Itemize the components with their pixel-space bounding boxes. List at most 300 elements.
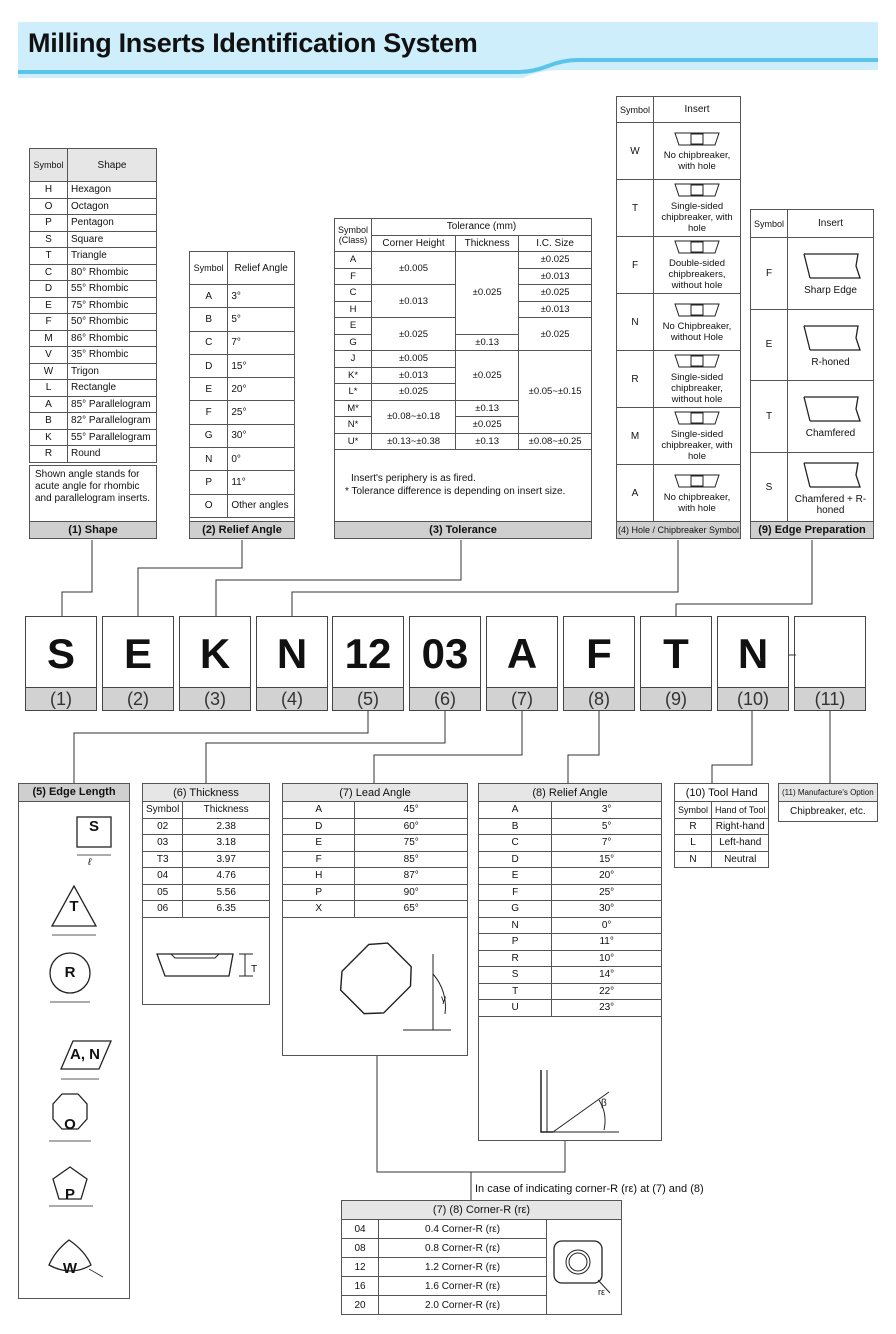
shape-label-an: A, N xyxy=(70,1046,100,1063)
code-letter: 03 xyxy=(421,630,469,677)
code-box xyxy=(794,616,866,711)
table-row xyxy=(479,835,662,852)
table-row xyxy=(283,802,468,819)
code-box xyxy=(640,616,712,711)
relief-caption: (2) Relief Angle xyxy=(190,521,294,538)
lead-angle-value: 90° xyxy=(355,884,468,901)
thickness-symbol: T3 xyxy=(143,851,183,868)
tool-hand-symbol: R xyxy=(675,818,712,835)
tol-ic: ±0.025 xyxy=(519,285,592,302)
shape-value: 55° Parallelogram xyxy=(68,429,157,446)
shape-symbol: K xyxy=(30,429,68,446)
code-letter: F xyxy=(586,630,612,677)
tol-thick: ±0.13 xyxy=(456,334,519,351)
relief-symbol: P xyxy=(190,471,228,494)
ep-head-insert: Insert xyxy=(788,210,874,238)
table-row xyxy=(190,354,295,377)
shape-label-t: T xyxy=(69,898,79,915)
shape-head-symbol: Symbol xyxy=(30,149,68,182)
relief-value: 25° xyxy=(228,401,295,424)
lead-angle-panel xyxy=(282,783,468,1056)
tol-ic: ±0.05~±0.15 xyxy=(519,351,592,434)
shape-value: 55° Rhombic xyxy=(68,281,157,298)
thickness-value: 3.18 xyxy=(183,835,270,852)
relief8-value: 30° xyxy=(552,901,662,918)
hole-symbol: N xyxy=(617,294,654,351)
tool-hand-value: Right-hand xyxy=(712,818,769,835)
code-number: (10) xyxy=(718,687,788,710)
shape-table xyxy=(29,148,157,463)
relief-value: 15° xyxy=(228,354,295,377)
tolerance-table xyxy=(334,218,592,450)
table-row xyxy=(190,308,295,331)
table-row xyxy=(30,231,157,248)
tol-head-group: Tolerance (mm) xyxy=(372,219,592,236)
code-box xyxy=(409,616,481,711)
hole-insert-description: Single-sided chipbreaker, with hole xyxy=(661,201,733,234)
relief8-caption: (8) Relief Angle xyxy=(479,784,662,802)
tool-hand-value: Neutral xyxy=(712,851,769,868)
shape-symbol: B xyxy=(30,413,68,430)
table-row xyxy=(617,237,741,294)
table-row xyxy=(190,448,295,471)
table-row xyxy=(190,424,295,447)
shape-label-r: R xyxy=(64,964,76,981)
tol-sym: L* xyxy=(335,384,372,401)
shape-symbol: H xyxy=(30,182,68,199)
table-row xyxy=(143,901,270,918)
shape-note: Shown angle stands for acute angle for rhombic and parallelogram inserts. xyxy=(35,469,151,504)
table-row xyxy=(30,363,157,380)
shape-value: Triangle xyxy=(68,248,157,265)
tol-ic: ±0.025 xyxy=(519,252,592,269)
table-row xyxy=(30,429,157,446)
table-row xyxy=(283,851,468,868)
code-number: (11) xyxy=(795,687,865,710)
table-row xyxy=(479,818,662,835)
thickness-value: 6.35 xyxy=(183,901,270,918)
corner-value: 0.8 Corner-R (rε) xyxy=(379,1239,547,1258)
th-head-symbol: Symbol xyxy=(675,802,712,819)
code-box xyxy=(717,616,789,711)
relief8-value: 25° xyxy=(552,884,662,901)
edge-prep-symbol: F xyxy=(751,238,788,310)
shape-symbol: E xyxy=(30,297,68,314)
hole-symbol: W xyxy=(617,123,654,180)
relief-angle-panel xyxy=(189,251,295,539)
table-row xyxy=(30,330,157,347)
shape-value: Round xyxy=(68,446,157,463)
thickness-value: 4.76 xyxy=(183,868,270,885)
edge-prep-symbol: S xyxy=(751,452,788,524)
code-box xyxy=(179,616,251,711)
table-row xyxy=(30,413,157,430)
relief8-value: 10° xyxy=(552,950,662,967)
thickness-panel xyxy=(142,783,270,1005)
hole-insert-description: No chipbreaker, with hole xyxy=(663,149,731,172)
lead-angle-symbol: E xyxy=(283,835,355,852)
relief-value: 30° xyxy=(228,424,295,447)
code-box xyxy=(486,616,558,711)
shape-value: Pentagon xyxy=(68,215,157,232)
code-number: (4) xyxy=(257,687,327,710)
hole-insert-description: No Chipbreaker, without Hole xyxy=(662,320,732,343)
relief8-symbol: C xyxy=(479,835,552,852)
lead-angle-symbol: H xyxy=(283,868,355,885)
shape-value: Square xyxy=(68,231,157,248)
table-row xyxy=(190,494,295,517)
code-number: (9) xyxy=(641,687,711,710)
thk-head-thickness: Thickness xyxy=(183,802,270,819)
code-number: (7) xyxy=(487,687,557,710)
tol-corner: ±0.013 xyxy=(372,285,456,318)
table-row xyxy=(283,835,468,852)
code-box xyxy=(102,616,174,711)
table-row xyxy=(283,818,468,835)
table-row xyxy=(479,868,662,885)
shape-value: Octagon xyxy=(68,198,157,215)
shape-symbol: L xyxy=(30,380,68,397)
shape-symbol: D xyxy=(30,281,68,298)
relief8-figure xyxy=(479,1052,663,1142)
table-row xyxy=(751,381,874,453)
chipbreaker-insert-icon xyxy=(671,302,723,318)
edge-prep-description: Chamfered xyxy=(805,428,856,440)
lead-angle-caption: (7) Lead Angle xyxy=(283,784,468,802)
tol-corner: ±0.005 xyxy=(372,252,456,285)
tol-thick: ±0.13 xyxy=(456,400,519,417)
tol-sym: J xyxy=(335,351,372,368)
tol-sym: N* xyxy=(335,417,372,434)
relief8-value: 14° xyxy=(552,967,662,984)
table-row xyxy=(479,851,662,868)
tol-head-ic: I.C. Size xyxy=(519,235,592,252)
code-number: (8) xyxy=(564,687,634,710)
hole-table xyxy=(616,96,741,522)
tol-sym: C xyxy=(335,285,372,302)
table-row xyxy=(283,901,468,918)
code-box xyxy=(563,616,635,711)
thk-head-symbol: Symbol xyxy=(143,802,183,819)
relief-value: Other angles xyxy=(228,494,295,517)
shape-value: Trigon xyxy=(68,363,157,380)
relief8-value: 0° xyxy=(552,917,662,934)
edge-prep-description: Sharp Edge xyxy=(804,285,857,297)
chipbreaker-insert-icon xyxy=(671,410,723,426)
edge-prep-insert-icon xyxy=(796,393,866,425)
lead-angle-symbol: F xyxy=(283,851,355,868)
table-row xyxy=(479,934,662,951)
relief8-symbol: S xyxy=(479,967,552,984)
table-row xyxy=(30,264,157,281)
chipbreaker-insert-icon xyxy=(671,239,723,255)
table-row xyxy=(617,123,741,180)
table-row xyxy=(617,351,741,408)
corner-symbol: 08 xyxy=(342,1239,379,1258)
tolerance-panel xyxy=(334,218,592,539)
relief-symbol: A xyxy=(190,285,228,308)
table-row xyxy=(30,198,157,215)
corner-caption: (7) (8) Corner-R (rε) xyxy=(342,1201,622,1220)
tol-sym: K* xyxy=(335,367,372,384)
table-row xyxy=(30,347,157,364)
code-number: (6) xyxy=(410,687,480,710)
page-title: Milling Inserts Identification System xyxy=(28,28,478,58)
tol-sym: G xyxy=(335,334,372,351)
shape-symbol: P xyxy=(30,215,68,232)
relief8-value: 22° xyxy=(552,983,662,1000)
shape-note-box xyxy=(29,465,157,539)
shape-caption: (1) Shape xyxy=(30,521,156,538)
lead-angle-value: 75° xyxy=(355,835,468,852)
tol-sym: M* xyxy=(335,400,372,417)
relief-symbol: B xyxy=(190,308,228,331)
corner-figure xyxy=(548,1223,618,1313)
relief8-value: 20° xyxy=(552,868,662,885)
table-row xyxy=(479,967,662,984)
edge-length-caption: (5) Edge Length xyxy=(19,784,129,802)
lead-angle-symbol: X xyxy=(283,901,355,918)
shape-symbol: W xyxy=(30,363,68,380)
tol-thick: ±0.025 xyxy=(456,252,519,335)
lead-angle-dim: γ xyxy=(441,994,446,1005)
lead-angle-value: 85° xyxy=(355,851,468,868)
tol-thick: ±0.025 xyxy=(456,351,519,401)
corner-symbol: 16 xyxy=(342,1277,379,1296)
thickness-value: 3.97 xyxy=(183,851,270,868)
chipbreaker-insert-icon xyxy=(671,182,723,198)
relief8-symbol: B xyxy=(479,818,552,835)
table-row xyxy=(479,917,662,934)
shape-value: 50° Rhombic xyxy=(68,314,157,331)
relief8-symbol: F xyxy=(479,884,552,901)
code-letter: T xyxy=(663,630,689,677)
tool-hand-caption: (10) Tool Hand xyxy=(675,784,769,802)
hole-head-insert: Insert xyxy=(654,97,741,123)
table-row xyxy=(30,297,157,314)
tol-corner: ±0.005 xyxy=(372,351,456,368)
tol-corner: ±0.025 xyxy=(372,318,456,351)
tool-hand-value: Left-hand xyxy=(712,835,769,852)
shape-label-o: O xyxy=(64,1116,76,1133)
edge-length-dim: ℓ xyxy=(88,857,92,868)
table-row xyxy=(675,835,769,852)
thickness-caption: (6) Thickness xyxy=(143,784,270,802)
shape-symbol: S xyxy=(30,231,68,248)
edge-prep-symbol: E xyxy=(751,309,788,381)
shape-head-shape: Shape xyxy=(68,149,157,182)
table-row xyxy=(30,281,157,298)
code-letter xyxy=(795,617,865,687)
table-row xyxy=(30,248,157,265)
tol-sym: E xyxy=(335,318,372,335)
tol-ic: ±0.08~±0.25 xyxy=(519,433,592,450)
relief8-dim: β xyxy=(601,1098,607,1109)
table-row xyxy=(30,396,157,413)
table-row xyxy=(143,868,270,885)
lead-angle-value: 60° xyxy=(355,818,468,835)
lead-angle-value: 87° xyxy=(355,868,468,885)
relief8-panel xyxy=(478,783,662,1141)
tool-hand-table xyxy=(674,783,769,868)
shape-value: 82° Parallelogram xyxy=(68,413,157,430)
lead-angle-symbol: D xyxy=(283,818,355,835)
hole-symbol: T xyxy=(617,180,654,237)
hole-head-symbol: Symbol xyxy=(617,97,654,123)
shape-value: 86° Rhombic xyxy=(68,330,157,347)
relief-value: 20° xyxy=(228,378,295,401)
table-row xyxy=(190,331,295,354)
relief8-value: 11° xyxy=(552,934,662,951)
table-row xyxy=(675,818,769,835)
corner-intro: In case of indicating corner-R (rε) at (7) and (8) xyxy=(475,1183,704,1195)
table-row xyxy=(283,868,468,885)
relief8-symbol: N xyxy=(479,917,552,934)
corner-symbol: 12 xyxy=(342,1258,379,1277)
table-row xyxy=(143,884,270,901)
tol-sym: U* xyxy=(335,433,372,450)
relief8-symbol: T xyxy=(479,983,552,1000)
corner-dim: rε xyxy=(598,1287,606,1297)
tol-sym: A xyxy=(335,252,372,269)
shape-label-w: W xyxy=(62,1260,78,1277)
option-caption: (11) Manufacture's Option xyxy=(779,784,878,802)
code-letter: A xyxy=(506,630,538,677)
shape-value: 85° Parallelogram xyxy=(68,396,157,413)
shape-value: Rectangle xyxy=(68,380,157,397)
shape-value: Hexagon xyxy=(68,182,157,199)
shape-symbol: V xyxy=(30,347,68,364)
code-number: (1) xyxy=(26,687,96,710)
tol-corner: ±0.08~±0.18 xyxy=(372,400,456,433)
code-number: (3) xyxy=(180,687,250,710)
code-box xyxy=(332,616,404,711)
lead-angle-table xyxy=(282,783,468,918)
table-row xyxy=(143,835,270,852)
hole-insert-description: No chipbreaker, with hole xyxy=(663,491,731,514)
relief8-symbol: U xyxy=(479,1000,552,1017)
relief-head-angle: Relief Angle xyxy=(228,252,295,285)
relief-symbol: D xyxy=(190,354,228,377)
thickness-symbol: 03 xyxy=(143,835,183,852)
tool-hand-symbol: L xyxy=(675,835,712,852)
ep-head-symbol: Symbol xyxy=(751,210,788,238)
table-row xyxy=(617,180,741,237)
relief-symbol: O xyxy=(190,494,228,517)
shape-symbol: F xyxy=(30,314,68,331)
edge-prep-panel xyxy=(750,209,874,539)
code-number: (2) xyxy=(103,687,173,710)
tol-thick: ±0.025 xyxy=(456,417,519,434)
code-number: (5) xyxy=(333,687,403,710)
table-row xyxy=(479,802,662,819)
edge-prep-insert-icon xyxy=(796,322,866,354)
table-row xyxy=(479,950,662,967)
thickness-value: 2.38 xyxy=(183,818,270,835)
edge-length-panel xyxy=(18,783,130,1299)
relief8-value: 7° xyxy=(552,835,662,852)
relief8-table xyxy=(478,783,662,1017)
shape-value: 75° Rhombic xyxy=(68,297,157,314)
tol-head-corner: Corner Height xyxy=(372,235,456,252)
hole-insert-description: Double-sided chipbreakers, without hole xyxy=(668,258,726,291)
tol-sym: F xyxy=(335,268,372,285)
shape-symbol: C xyxy=(30,264,68,281)
table-row xyxy=(143,851,270,868)
relief8-value: 5° xyxy=(552,818,662,835)
code-letter: 12 xyxy=(344,630,392,677)
relief-value: 3° xyxy=(228,285,295,308)
table-row xyxy=(675,851,769,868)
tol-corner: ±0.013 xyxy=(372,367,456,384)
table-row xyxy=(30,314,157,331)
table-row xyxy=(617,294,741,351)
table-row xyxy=(617,465,741,522)
thickness-symbol: 02 xyxy=(143,818,183,835)
relief8-symbol: R xyxy=(479,950,552,967)
table-row xyxy=(190,471,295,494)
chipbreaker-insert-icon xyxy=(671,473,723,489)
hole-symbol: A xyxy=(617,465,654,522)
relief-symbol: G xyxy=(190,424,228,447)
code-letter: E xyxy=(123,630,152,677)
table-row xyxy=(30,182,157,199)
relief8-symbol: D xyxy=(479,851,552,868)
relief-value: 7° xyxy=(228,331,295,354)
table-row xyxy=(190,285,295,308)
thickness-symbol: 04 xyxy=(143,868,183,885)
relief8-value: 15° xyxy=(552,851,662,868)
shape-symbol: M xyxy=(30,330,68,347)
hole-insert-description: Single-sided chipbreaker, without hole xyxy=(670,372,724,405)
table-row xyxy=(479,983,662,1000)
tol-sym: H xyxy=(335,301,372,318)
thickness-dim: T xyxy=(251,964,258,975)
hole-symbol: F xyxy=(617,237,654,294)
code-box xyxy=(25,616,97,711)
relief-head-symbol: Symbol xyxy=(190,252,228,285)
table-row xyxy=(283,884,468,901)
hole-caption: (4) Hole / Chipbreaker Symbol xyxy=(617,521,740,538)
chipbreaker-insert-icon xyxy=(671,131,723,147)
tool-hand-symbol: N xyxy=(675,851,712,868)
relief8-symbol: E xyxy=(479,868,552,885)
table-row xyxy=(751,452,874,524)
code-letter: K xyxy=(199,630,231,677)
relief-value: 11° xyxy=(228,471,295,494)
corner-symbol: 04 xyxy=(342,1220,379,1239)
shape-symbol: A xyxy=(30,396,68,413)
tol-note-2: * Tolerance difference is depending on insert size. xyxy=(345,486,566,497)
option-value: Chipbreaker, etc. xyxy=(779,802,878,822)
relief-value: 5° xyxy=(228,308,295,331)
relief8-value: 3° xyxy=(552,802,662,819)
thickness-symbol: 05 xyxy=(143,884,183,901)
tol-ic: ±0.025 xyxy=(519,318,592,351)
table-row xyxy=(30,446,157,463)
relief-symbol: N xyxy=(190,448,228,471)
corner-panel xyxy=(341,1200,622,1315)
relief-symbol: C xyxy=(190,331,228,354)
table-row xyxy=(617,408,741,465)
shape-symbol: R xyxy=(30,446,68,463)
lead-angle-symbol: P xyxy=(283,884,355,901)
relief-value: 0° xyxy=(228,448,295,471)
corner-value: 2.0 Corner-R (rε) xyxy=(379,1296,547,1315)
tol-head-thickness: Thickness xyxy=(456,235,519,252)
hole-insert-description: Single-sided chipbreaker, with hole xyxy=(661,429,733,462)
shape-value: 35° Rhombic xyxy=(68,347,157,364)
